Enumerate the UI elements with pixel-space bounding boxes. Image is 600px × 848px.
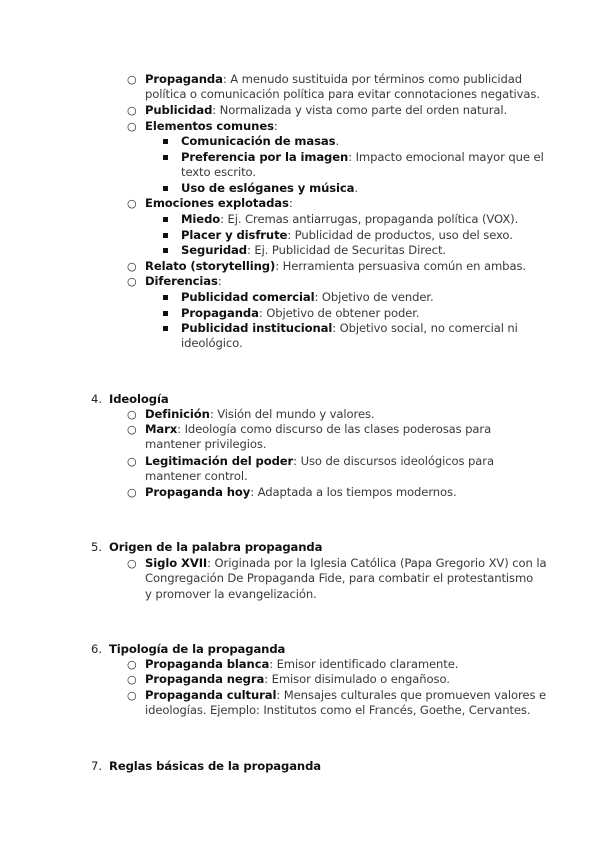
bullet-marx bbox=[145, 422, 491, 437]
bullet-diferencias bbox=[145, 274, 222, 289]
circle-bullet-icon: ○ bbox=[127, 104, 137, 117]
bullet-propaganda-hoy bbox=[145, 485, 457, 500]
section-title-reglas: Reglas básicas de la propaganda bbox=[109, 759, 321, 773]
sub-bullet-preferencia-cont: texto escrito. bbox=[181, 165, 256, 179]
sub-bullet-publicidad-institucional bbox=[181, 321, 518, 336]
desc: : Ej. Publicidad de Securitas Direct. bbox=[246, 243, 446, 257]
desc: : A menudo sustituida por términos como publicidad bbox=[222, 72, 523, 86]
square-bullet-icon bbox=[163, 155, 168, 160]
circle-bullet-icon: ○ bbox=[127, 423, 137, 436]
term: Legitimación del poder bbox=[145, 454, 294, 468]
circle-bullet-icon: ○ bbox=[127, 408, 137, 421]
desc: : Objetivo social, no comercial ni bbox=[332, 321, 518, 335]
section-number: 4. bbox=[91, 392, 103, 406]
term: Uso de eslóganes y música bbox=[181, 181, 355, 195]
sub-bullet-preferencia bbox=[181, 150, 544, 165]
bullet-propaganda-blanca bbox=[145, 657, 458, 672]
term: Publicidad bbox=[145, 103, 213, 117]
term: Propaganda bbox=[145, 72, 223, 86]
circle-bullet-icon: ○ bbox=[127, 73, 137, 86]
bullet-relato bbox=[145, 259, 526, 274]
desc: : Herramienta persuasiva común en ambas. bbox=[275, 259, 526, 273]
bullet-siglo-xvii-cont1: Congregación De Propaganda Fide, para combatir el protestantismo bbox=[145, 571, 534, 585]
term: Publicidad comercial bbox=[181, 290, 315, 304]
square-bullet-icon bbox=[163, 311, 168, 316]
sub-bullet-propaganda bbox=[181, 306, 419, 321]
square-bullet-icon bbox=[163, 326, 168, 331]
desc: : bbox=[288, 196, 293, 210]
bullet-elementos-comunes bbox=[145, 119, 278, 134]
term: Definición bbox=[145, 407, 210, 421]
square-bullet-icon bbox=[163, 217, 168, 222]
desc: : Originada por la Iglesia Católica (Papa Gregorio XV) con la bbox=[207, 556, 547, 570]
circle-bullet-icon: ○ bbox=[127, 557, 137, 570]
term: Miedo bbox=[181, 212, 221, 226]
desc: : bbox=[273, 119, 278, 133]
square-bullet-icon bbox=[163, 139, 168, 144]
circle-bullet-icon: ○ bbox=[127, 455, 137, 468]
desc: : bbox=[217, 274, 222, 288]
desc: : Impacto emocional mayor que el bbox=[348, 150, 544, 164]
bullet-marx-cont: mantener privilegios. bbox=[145, 437, 267, 451]
bullet-legitimacion-cont: mantener control. bbox=[145, 469, 248, 483]
bullet-propaganda-cultural bbox=[145, 688, 546, 703]
section-title-origen: Origen de la palabra propaganda bbox=[109, 540, 323, 554]
term: Propaganda blanca bbox=[145, 657, 270, 671]
circle-bullet-icon: ○ bbox=[127, 120, 137, 133]
desc: : Ideología como discurso de las clases poderosas para bbox=[177, 422, 492, 436]
bullet-propaganda-negra bbox=[145, 672, 450, 687]
term: Siglo XVII bbox=[145, 556, 208, 570]
sub-bullet-comunicacion bbox=[181, 134, 339, 149]
bullet-siglo-xvii bbox=[145, 556, 546, 571]
bullet-definicion bbox=[145, 407, 375, 422]
circle-bullet-icon: ○ bbox=[127, 260, 137, 273]
bullet-legitimacion bbox=[145, 454, 494, 469]
term: Propaganda cultural bbox=[145, 688, 277, 702]
desc: : Publicidad de productos, uso del sexo. bbox=[287, 228, 513, 242]
term: Diferencias bbox=[145, 274, 218, 288]
circle-bullet-icon: ○ bbox=[127, 486, 137, 499]
term: Elementos comunes bbox=[145, 119, 274, 133]
square-bullet-icon bbox=[163, 186, 168, 191]
sub-bullet-placer bbox=[181, 228, 513, 243]
section-title-tipologia: Tipología de la propaganda bbox=[109, 642, 286, 656]
desc: . bbox=[335, 134, 340, 148]
term: Relato (storytelling) bbox=[145, 259, 276, 273]
section-number: 6. bbox=[91, 642, 103, 656]
desc: : Visión del mundo y valores. bbox=[209, 407, 375, 421]
term: Emociones explotadas bbox=[145, 196, 289, 210]
desc: . bbox=[354, 181, 358, 195]
term: Seguridad bbox=[181, 243, 247, 257]
desc: : Objetivo de vender. bbox=[314, 290, 434, 304]
circle-bullet-icon: ○ bbox=[127, 197, 137, 210]
desc: : Ej. Cremas antiarrugas, propaganda política (VOX). bbox=[220, 212, 519, 226]
desc: : Adaptada a los tiempos modernos. bbox=[250, 485, 457, 499]
desc: : Emisor identificado claramente. bbox=[269, 657, 459, 671]
sub-bullet-publicidad-comercial bbox=[181, 290, 434, 305]
desc: : Objetivo de obtener poder. bbox=[258, 306, 420, 320]
bullet-propaganda-cont: política o comunicación política para evitar connotaciones negativas. bbox=[145, 87, 540, 101]
section-number: 7. bbox=[91, 759, 103, 773]
bullet-publicidad bbox=[145, 103, 507, 118]
bullet-siglo-xvii-cont2: y promover la evangelización. bbox=[145, 587, 317, 601]
sub-bullet-miedo bbox=[181, 212, 518, 227]
circle-bullet-icon: ○ bbox=[127, 673, 137, 686]
square-bullet-icon bbox=[163, 248, 168, 253]
desc: : Emisor disimulado o engañoso. bbox=[264, 672, 450, 686]
term: Propaganda bbox=[181, 306, 259, 320]
bullet-propaganda-cultural-cont: ideologías. Ejemplo: Institutos como el Francés, Goethe, Cervantes. bbox=[145, 703, 531, 717]
circle-bullet-icon: ○ bbox=[127, 275, 137, 288]
section-number: 5. bbox=[91, 540, 103, 554]
term: Propaganda hoy bbox=[145, 485, 251, 499]
bullet-propaganda bbox=[145, 72, 522, 87]
bullet-emociones bbox=[145, 196, 293, 211]
desc: : Mensajes culturales que promueven valores e bbox=[276, 688, 547, 702]
sub-bullet-esloganes bbox=[181, 181, 358, 196]
term: Publicidad institucional bbox=[181, 321, 333, 335]
term: Placer y disfrute bbox=[181, 228, 288, 242]
circle-bullet-icon: ○ bbox=[127, 658, 137, 671]
section-title-ideologia: Ideología bbox=[109, 392, 169, 406]
term: Marx bbox=[145, 422, 178, 436]
term: Propaganda negra bbox=[145, 672, 265, 686]
term: Preferencia por la imagen bbox=[181, 150, 349, 164]
square-bullet-icon bbox=[163, 233, 168, 238]
sub-bullet-seguridad bbox=[181, 243, 446, 258]
circle-bullet-icon: ○ bbox=[127, 689, 137, 702]
desc: : Uso de discursos ideológicos para bbox=[293, 454, 494, 468]
desc: : Normalizada y vista como parte del orden natural. bbox=[212, 103, 508, 117]
sub-bullet-publicidad-institucional-cont: ideológico. bbox=[181, 336, 243, 350]
square-bullet-icon bbox=[163, 295, 168, 300]
term: Comunicación de masas bbox=[181, 134, 336, 148]
